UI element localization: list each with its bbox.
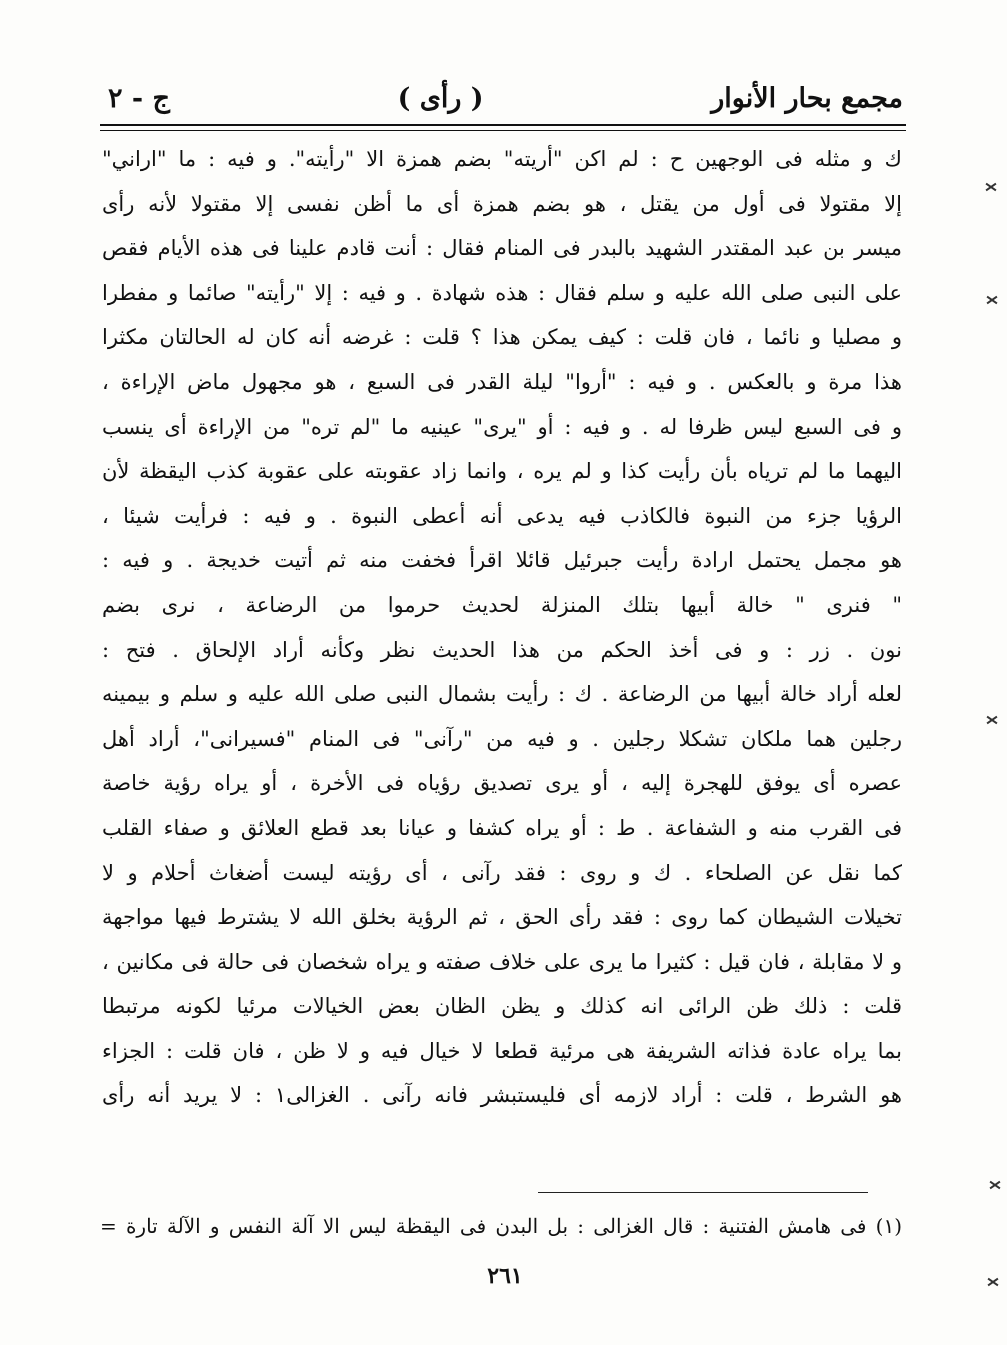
margin-mark (986, 1275, 1000, 1289)
text-line: بما يراه عادة فذاته الشريفة هى مرئية قطعا لا خيال فيه و لا ظن ، فان قلت : الجزاء (102, 1038, 902, 1063)
volume-label: ج - ٢ (108, 82, 170, 114)
text-line: هو مجمل يحتمل ارادة رأيت جبرئيل قائلا اقرأ فخفت منه ثم أتيت خديجة . و فيه : (102, 548, 902, 573)
body-text (102, 137, 902, 1118)
footnote-rule (538, 1192, 868, 1193)
margin-mark (984, 180, 998, 194)
text-line: ك و مثله فى الوجهين ح : لم اكن "أريته" بضم همزة الا "رأيته". و فيه : ما "اراني" (102, 147, 902, 171)
book-title: مجمع بحار الأنوار (711, 82, 903, 114)
text-line: نون . زر : و فى أخذ الحكم من هذا الحديث نظر وكأنه أراد الإلحاق . فتح : (102, 637, 902, 662)
text-line: و لا مقابلة ، فان قيل : كثيرا ما يرى على خلاف صفته و يراه شخصان فى حالة فى مكانين ، (102, 949, 902, 974)
footnote: (١) فى هامش الفتنية : قال الغزالى : بل البدن فى اليقظة ليس الا آلة النفس و الآلة تارة = (100, 1214, 902, 1238)
margin-mark (985, 293, 999, 307)
text-line: " فنرى " خالة أبيها بتلك المنزلة لحديث حرموا من الرضاعة ، نرى بضم (102, 592, 902, 617)
entry-heading: ( رأى ) (397, 82, 484, 114)
text-line: إلا مقتولا فى أول من يقتل ، هو بضم همزة أى ما أظن نفسى إلا مقتولا لأنه رأى (102, 191, 902, 216)
header-rule-thick (100, 124, 906, 126)
text-line: هو الشرط ، قلت : أراد لازمه أى فليستبشر فانه رآنى . الغزالى١ : لا يريد أنه رأى (102, 1083, 902, 1108)
text-line: و مصليا و نائما ، فان قلت : كيف يمكن هذا ؟ قلت : غرضه أنه كان له الحالتان مكثرا (102, 325, 902, 350)
text-line: الرؤيا جزء من النبوة فالكاذب فيه يدعى أنه أعطى النبوة . و فيه : فرأيت شيئا ، (102, 503, 902, 528)
text-line: رجلين هما ملكان تشكلا رجلين . و فيه من "رآنى" فى المنام "فسيرانى"، أراد أهل (102, 726, 902, 751)
page-number: ٢٦١ (487, 1263, 523, 1289)
text-line: فى القرب منه و الشفاعة . ط : أو يراه كشفا و عيانا بعد قطع العلائق و صفاء القلب (102, 815, 902, 840)
margin-mark (985, 713, 999, 727)
header-rule-thin (100, 130, 906, 131)
text-line: اليهما ما لم ترياه بأن رأيت كذا و لم يره ، وانما زاد عقوبته على عقوبة كذب اليقظة لأن (102, 459, 902, 484)
text-line: على النبى صلى الله عليه و سلم فقال : هذه شهادة . و فيه : إلا "رأيته" صائما و مفطرا (102, 280, 902, 305)
running-header (108, 76, 903, 120)
text-line: ميسر بن عبد المقتدر الشهيد بالبدر فى المنام فقال : أنت قادم علينا فى هذه الأيام فقص (102, 236, 902, 261)
text-line: لعله أراد خالة أبيها من الرضاعة . ك : رأيت بشمال النبى صلى الله عليه و سلم و بيمينه (102, 682, 902, 707)
text-line: قلت : ذلك ظن الرائى انه كذلك و يظن الظان بعض الخيالات مرئيا لكونه مرتبطا (102, 994, 902, 1019)
text-line: عصره أى يوفق للهجرة إليه ، أو يرى تصديق رؤياه فى الأخرة ، أو يراه رؤية خاصة (102, 771, 902, 796)
text-line: هذا مرة و بالعكس . و فيه : "أروا" ليلة القدر فى السبع ، هو مجهول ماض الإراءة ، (102, 369, 902, 394)
text-line: و فى السبع ليس ظرفا له . و فيه : أو "يرى" عينيه ما "لم تره" من الإراءة أى ينسب (102, 414, 902, 439)
text-line: كما نقل عن الصلحاء . ك و روى : فقد رآنى ، أى رؤيته ليست أضغاث أحلام و لا (102, 860, 902, 885)
margin-mark (988, 1178, 1002, 1192)
text-line: تخيلات الشيطان كما روى : فقد رأى الحق ، ثم الرؤية بخلق الله لا يشترط فيها مواجهة (102, 905, 902, 930)
